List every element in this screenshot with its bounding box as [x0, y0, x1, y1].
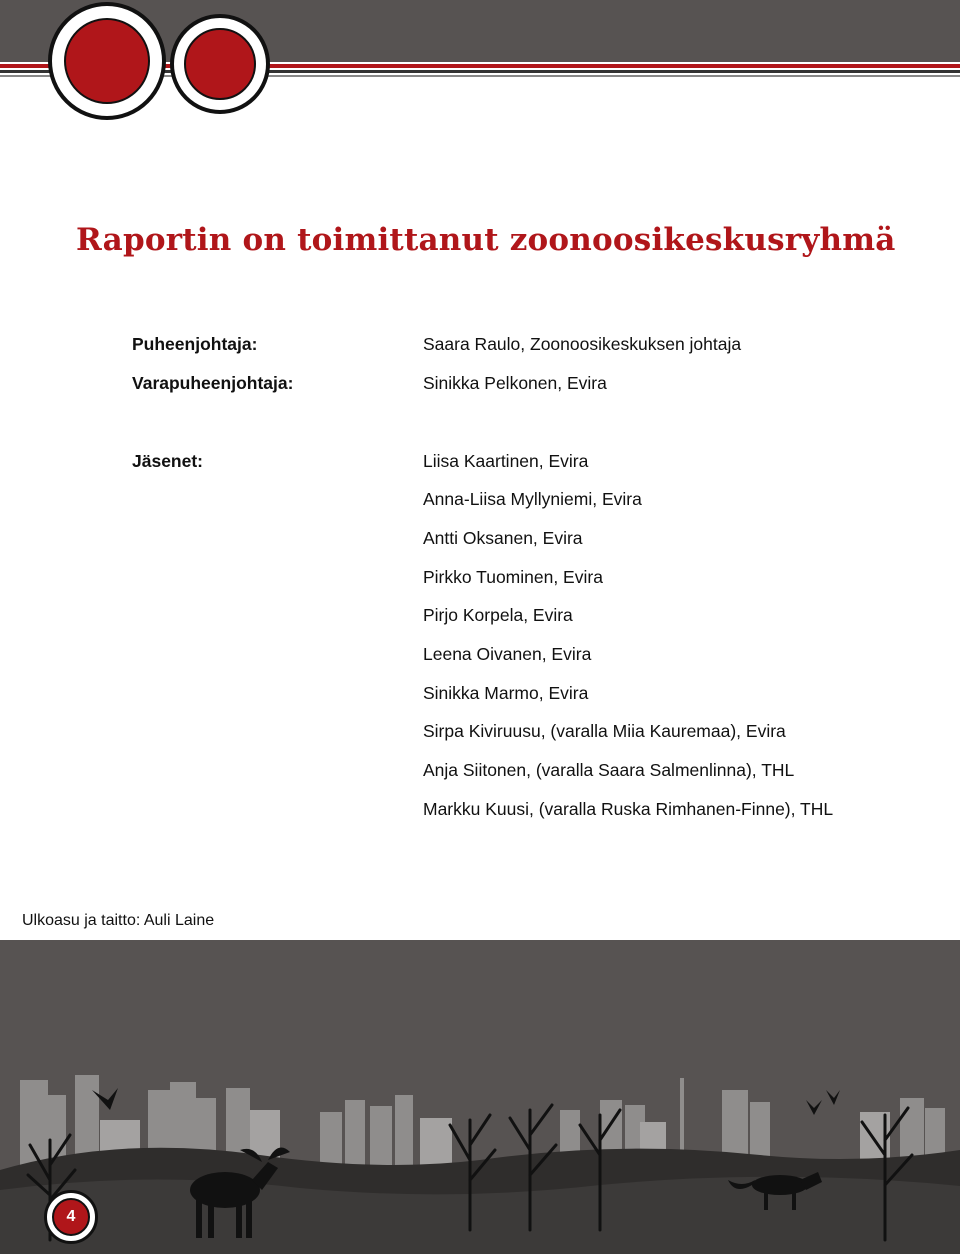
logo-circle-right	[170, 14, 270, 114]
member-item: Anna-Liisa Myllyniemi, Evira	[423, 489, 642, 509]
layout-credit: Ulkoasu ja taitto: Auli Laine	[22, 912, 215, 929]
vice-chair-label: Varapuheenjohtaja:	[132, 373, 294, 393]
landscape-illustration	[0, 940, 960, 1254]
member-item: Sinikka Marmo, Evira	[423, 683, 589, 703]
member-item: Antti Oksanen, Evira	[423, 528, 583, 548]
member-item: Anja Siitonen, (varalla Saara Salmenlinna), THL	[423, 760, 795, 780]
member-item: Pirkko Tuominen, Evira	[423, 567, 603, 587]
member-item: Leena Oivanen, Evira	[423, 644, 592, 664]
member-item: Markku Kuusi, (varalla Ruska Rimhanen-Finne), THL	[423, 799, 834, 819]
page-title: Raportin on toimittanut zoonoosikeskusryhmä	[76, 222, 896, 258]
chair-label: Puheenjohtaja:	[132, 334, 258, 354]
logo-circle-left	[48, 2, 166, 120]
vice-chair-value: Sinikka Pelkonen, Evira	[423, 373, 607, 393]
member-item: Sirpa Kiviruusu, (varalla Miia Kauremaa), Evira	[423, 721, 786, 741]
chair-value: Saara Raulo, Zoonoosikeskuksen johtaja	[423, 334, 742, 354]
member-item: Liisa Kaartinen, Evira	[423, 451, 589, 471]
page-number-badge	[44, 1190, 98, 1244]
members-label: Jäsenet:	[132, 451, 204, 471]
member-item: Pirjo Korpela, Evira	[423, 605, 573, 625]
page-number: 4	[52, 1198, 90, 1236]
